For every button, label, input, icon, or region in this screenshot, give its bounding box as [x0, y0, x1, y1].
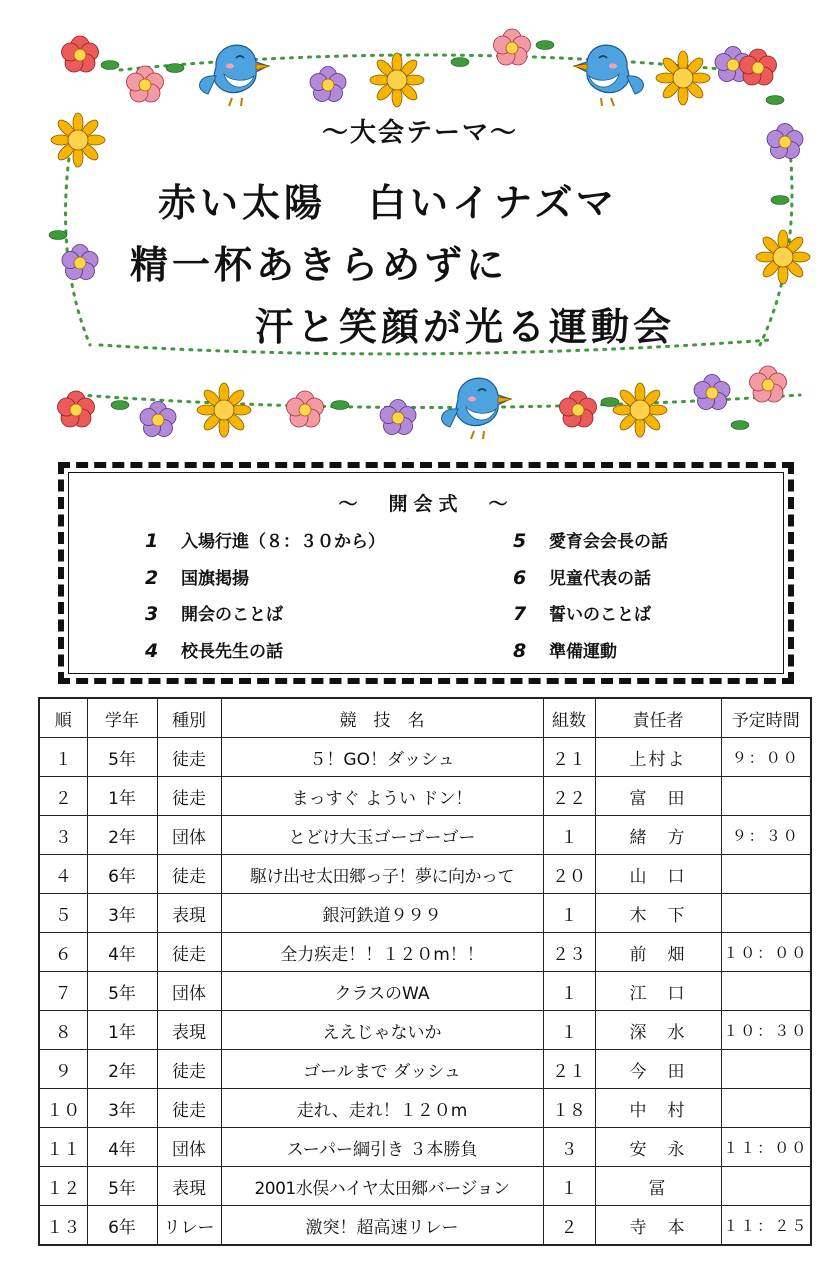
cell-order: １０ — [39, 1089, 87, 1128]
cell-event: まっすぐ ようい ドン！ — [221, 777, 543, 816]
cell-grade: 5年 — [87, 972, 157, 1011]
cell-event: ゴールまで ダッシュ — [221, 1050, 543, 1089]
ceremony-item-label: 準備運動 — [549, 642, 617, 662]
cell-type: 徒走 — [157, 855, 221, 894]
cell-groups: １ — [543, 1167, 595, 1206]
cell-time — [721, 1167, 811, 1206]
ceremony-item-number: 4 — [145, 640, 159, 662]
cell-groups: １８ — [543, 1089, 595, 1128]
theme-line-1: 赤い太陽 白いイナズマ — [158, 181, 618, 225]
cell-order: ５ — [39, 894, 87, 933]
cell-order: １３ — [39, 1206, 87, 1246]
ceremony-item — [513, 637, 617, 662]
column-header-grade: 学年 — [87, 698, 157, 738]
opening-ceremony-inner-frame — [68, 472, 784, 674]
cell-teacher: 緒 方 — [595, 816, 721, 855]
cell-groups: ２１ — [543, 738, 595, 777]
opening-ceremony-box — [58, 462, 794, 684]
cell-type: 団体 — [157, 972, 221, 1011]
table-row — [39, 972, 811, 1011]
table-row — [39, 777, 811, 816]
cell-order: ９ — [39, 1050, 87, 1089]
cell-event: 走れ、走れ！１２０m — [221, 1089, 543, 1128]
ceremony-item-number: 6 — [513, 567, 527, 589]
cell-event: スーパー綱引き ３本勝負 — [221, 1128, 543, 1167]
table-row — [39, 1050, 811, 1089]
cell-groups: １ — [543, 972, 595, 1011]
ceremony-item-label: 入場行進（８：３０から） — [181, 532, 385, 552]
ceremony-item-number: 8 — [513, 640, 527, 662]
cell-type: 団体 — [157, 1128, 221, 1167]
cell-order: ４ — [39, 855, 87, 894]
cell-grade: 5年 — [87, 1167, 157, 1206]
ceremony-item — [145, 637, 283, 662]
cell-grade: 4年 — [87, 1128, 157, 1167]
cell-order: ７ — [39, 972, 87, 1011]
cell-type: 徒走 — [157, 1089, 221, 1128]
cell-teacher: 深 水 — [595, 1011, 721, 1050]
table-row — [39, 933, 811, 972]
cell-time: １０：３０ — [721, 1011, 811, 1050]
cell-teacher: 寺 本 — [595, 1206, 721, 1246]
cell-teacher: 山 口 — [595, 855, 721, 894]
opening-ceremony-title: ～ 開会式 ～ — [338, 493, 514, 515]
cell-teacher: 上村よ — [595, 738, 721, 777]
cell-time: １１：２５ — [721, 1206, 811, 1246]
ceremony-item-label: 児童代表の話 — [549, 569, 651, 589]
theme-line-2: 精一杯あきらめずに — [130, 243, 509, 287]
table-row — [39, 1089, 811, 1128]
cell-grade: 2年 — [87, 1050, 157, 1089]
ceremony-item-number: 5 — [513, 530, 527, 552]
cell-grade: 6年 — [87, 1206, 157, 1246]
cell-groups: １ — [543, 1011, 595, 1050]
cell-time: ９：３０ — [721, 816, 811, 855]
cell-event: 銀河鉄道９９９ — [221, 894, 543, 933]
ceremony-item — [513, 564, 651, 589]
cell-order: １２ — [39, 1167, 87, 1206]
cell-order: ８ — [39, 1011, 87, 1050]
cell-type: リレー — [157, 1206, 221, 1246]
cell-order: ３ — [39, 816, 87, 855]
cell-grade: 6年 — [87, 855, 157, 894]
table-row — [39, 1128, 811, 1167]
cell-event: クラスのWA — [221, 972, 543, 1011]
program-table — [38, 697, 812, 1246]
cell-event: 激突！超高速リレー — [221, 1206, 543, 1246]
cell-teacher: 前 畑 — [595, 933, 721, 972]
cell-type: 表現 — [157, 1167, 221, 1206]
cell-groups: ２３ — [543, 933, 595, 972]
cell-type: 表現 — [157, 1011, 221, 1050]
cell-groups: １ — [543, 816, 595, 855]
column-header-order: 順 — [39, 698, 87, 738]
cell-order: ６ — [39, 933, 87, 972]
cell-groups: １ — [543, 894, 595, 933]
cell-type: 団体 — [157, 816, 221, 855]
cell-event: 2001水俣ハイヤ太田郷バージョン — [221, 1167, 543, 1206]
cell-teacher: 木 下 — [595, 894, 721, 933]
ceremony-item — [145, 600, 283, 625]
ceremony-item — [145, 564, 249, 589]
ceremony-item-label: 愛育会会長の話 — [549, 532, 668, 552]
cell-groups: ２０ — [543, 855, 595, 894]
cell-type: 表現 — [157, 894, 221, 933]
cell-groups: ２２ — [543, 777, 595, 816]
cell-event: ええじゃないか — [221, 1011, 543, 1050]
table-header-row — [39, 698, 811, 738]
cell-type: 徒走 — [157, 738, 221, 777]
ceremony-item — [513, 600, 651, 625]
table-row — [39, 894, 811, 933]
table-row — [39, 1011, 811, 1050]
cell-teacher: 江 口 — [595, 972, 721, 1011]
theme-label: ～大会テーマ～ — [321, 118, 518, 148]
cell-time — [721, 855, 811, 894]
table-row — [39, 1206, 811, 1246]
column-header-type: 種別 — [157, 698, 221, 738]
cell-grade: 3年 — [87, 1089, 157, 1128]
table-row — [39, 738, 811, 777]
ceremony-item-number: 2 — [145, 567, 159, 589]
ceremony-item-number: 7 — [513, 603, 527, 625]
cell-teacher: 冨 — [595, 1167, 721, 1206]
theme-line-3: 汗と笑顔が光る運動会 — [255, 305, 676, 349]
cell-teacher: 安 永 — [595, 1128, 721, 1167]
cell-time: １０：００ — [721, 933, 811, 972]
ceremony-item — [145, 527, 385, 552]
ceremony-item-label: 誓いのことば — [549, 605, 651, 625]
ceremony-item-label: 国旗掲揚 — [181, 569, 249, 589]
cell-type: 徒走 — [157, 777, 221, 816]
cell-event: ５！GO！ダッシュ — [221, 738, 543, 777]
cell-type: 徒走 — [157, 933, 221, 972]
cell-groups: ３ — [543, 1128, 595, 1167]
cell-teacher: 中 村 — [595, 1089, 721, 1128]
table-row — [39, 855, 811, 894]
column-header-groups: 組数 — [543, 698, 595, 738]
column-header-teacher: 責任者 — [595, 698, 721, 738]
cell-time — [721, 894, 811, 933]
cell-order: １１ — [39, 1128, 87, 1167]
cell-grade: 1年 — [87, 777, 157, 816]
column-header-time: 予定時間 — [721, 698, 811, 738]
cell-time — [721, 1089, 811, 1128]
cell-grade: 1年 — [87, 1011, 157, 1050]
cell-groups: ２１ — [543, 1050, 595, 1089]
cell-time — [721, 972, 811, 1011]
cell-grade: 4年 — [87, 933, 157, 972]
cell-grade: 3年 — [87, 894, 157, 933]
cell-time: １１：００ — [721, 1128, 811, 1167]
cell-grade: 2年 — [87, 816, 157, 855]
cell-event: 全力疾走！！１２０m！！ — [221, 933, 543, 972]
ceremony-item-label: 開会のことば — [181, 605, 283, 625]
table-row — [39, 1167, 811, 1206]
cell-order: ２ — [39, 777, 87, 816]
cell-teacher: 富 田 — [595, 777, 721, 816]
cell-time — [721, 1050, 811, 1089]
ceremony-item-number: 3 — [145, 603, 159, 625]
ceremony-item-number: 1 — [145, 530, 159, 552]
cell-event: 駆け出せ太田郷っ子！夢に向かって — [221, 855, 543, 894]
column-header-event: 競 技 名 — [221, 698, 543, 738]
cell-teacher: 今 田 — [595, 1050, 721, 1089]
table-row — [39, 816, 811, 855]
cell-type: 徒走 — [157, 1050, 221, 1089]
cell-grade: 5年 — [87, 738, 157, 777]
cell-groups: ２ — [543, 1206, 595, 1246]
cell-order: １ — [39, 738, 87, 777]
cell-time: ９：００ — [721, 738, 811, 777]
cell-event: とどけ大玉ゴーゴーゴー — [221, 816, 543, 855]
ceremony-item — [513, 527, 668, 552]
cell-time — [721, 777, 811, 816]
ceremony-item-label: 校長先生の話 — [181, 642, 283, 662]
